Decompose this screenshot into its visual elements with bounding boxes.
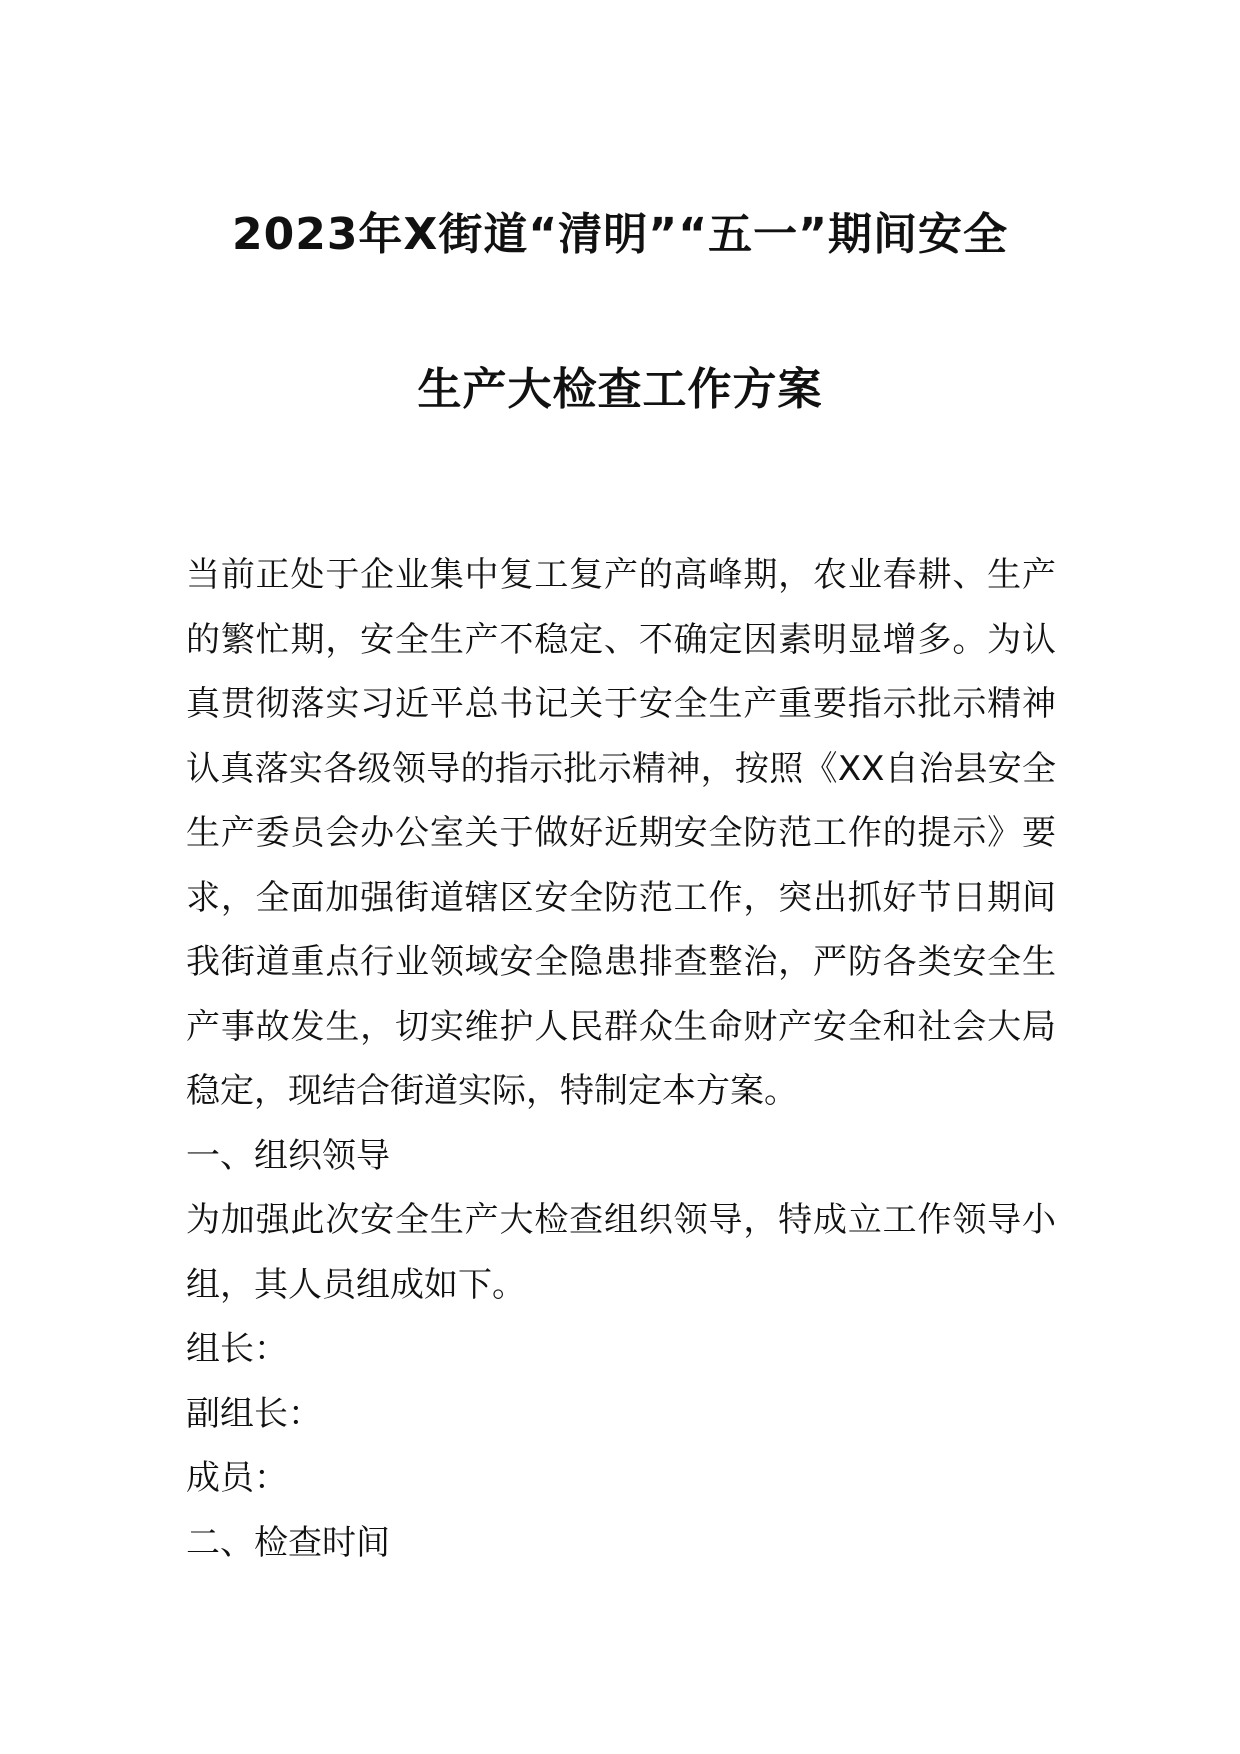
- intro-paragraph: 当前正处于企业集中复工复产的高峰期，农业春耕、生产的繁忙期，安全生产不稳定、不确定因素明显增多。为认真贯彻落实习近平总书记关于安全生产重要指示批示精神认真落实各级领导的指示批示精神，按照《XX自治县安全生产委员会办公室关于做好近期安全防范工作的提示》要求，全面加强街道辖区安全防范工作，突出抓好节日期间我街道重点行业领域安全隐患排查整治，严防各类安全生产事故发生，切实维护人民群众生命财产安全和社会大局稳定，现结合街道实际，特制定本方案。: [186, 555, 1056, 1111]
- section-2-heading: 二、检查时间: [186, 1522, 390, 1563]
- document-title-line-2: 生产大检查工作方案: [417, 364, 823, 415]
- section-1-paragraph: 为加强此次安全生产大检查组织领导，特成立工作领导小组，其人员组成如下。: [186, 1200, 1056, 1305]
- members-label: 成员：: [186, 1458, 288, 1498]
- leader-label: 组长：: [186, 1329, 288, 1369]
- document-body: [186, 543, 1056, 1575]
- document-title-line-1: 2023年X街道“清明”“五一”期间安全: [231, 209, 1009, 260]
- deputy-leader-label: 副组长：: [186, 1393, 322, 1434]
- section-1-heading: 一、组织领导: [186, 1135, 390, 1176]
